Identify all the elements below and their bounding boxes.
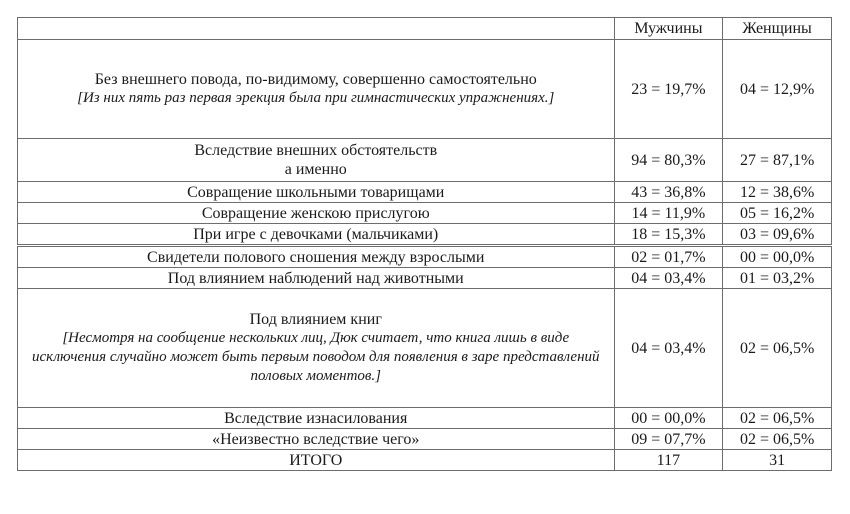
men-value: 23 = 19,7% xyxy=(614,40,723,139)
women-value: 27 = 87,1% xyxy=(723,139,832,182)
women-value: 02 = 06,5% xyxy=(723,429,832,450)
men-value: 18 = 15,3% xyxy=(614,224,723,246)
row-note: [Несмотря на сообщение нескольких лиц, Дюк считает, что книга лишь в виде исключения случайно может быть первым поводом для появления в заре представлений половых моментов.] xyxy=(31,330,600,384)
men-value: 00 = 00,0% xyxy=(614,408,723,429)
men-value: 14 = 11,9% xyxy=(614,203,723,224)
table-row xyxy=(18,203,832,224)
table-row xyxy=(18,408,832,429)
table-row xyxy=(18,289,832,408)
women-value: 02 = 06,5% xyxy=(723,289,832,408)
total-row xyxy=(18,450,832,471)
row-label: «Неизвестно вследствие чего» xyxy=(18,429,615,450)
row-label: Совращение женскою прислугою xyxy=(18,203,615,224)
table-row xyxy=(18,139,832,182)
table-row xyxy=(18,40,832,139)
women-value: 05 = 16,2% xyxy=(723,203,832,224)
row-label: Совращение школьными товарищами xyxy=(18,182,615,203)
table-row xyxy=(18,182,832,203)
row-label: Без внешнего повода, по-видимому, совершенно самостоятельно xyxy=(94,71,537,88)
table-row xyxy=(18,268,832,289)
row-label-cell xyxy=(18,289,615,408)
men-value: 04 = 03,4% xyxy=(614,289,723,408)
table-row xyxy=(18,246,832,268)
men-value: 09 = 07,7% xyxy=(614,429,723,450)
row-label-cell xyxy=(18,40,615,139)
row-label: Под влиянием наблюдений над животными xyxy=(18,268,615,289)
row-note: [Из них пять раз первая эрекция была при гимнастических упражнениях.] xyxy=(77,90,555,106)
total-women: 31 xyxy=(723,450,832,471)
row-label: При игре с девочками (мальчиками) xyxy=(18,224,615,246)
women-value: 04 = 12,9% xyxy=(723,40,832,139)
header-women: Женщины xyxy=(723,18,832,40)
men-value: 94 = 80,3% xyxy=(614,139,723,182)
table-row xyxy=(18,429,832,450)
men-value: 02 = 01,7% xyxy=(614,246,723,268)
women-value: 02 = 06,5% xyxy=(723,408,832,429)
row-label: Под влиянием книг xyxy=(249,311,382,328)
header-row xyxy=(18,18,832,40)
women-value: 01 = 03,2% xyxy=(723,268,832,289)
table-container xyxy=(17,17,832,471)
row-label: Свидетели полового сношения между взрослыми xyxy=(18,246,615,268)
statistics-table xyxy=(17,17,832,471)
men-value: 04 = 03,4% xyxy=(614,268,723,289)
women-value: 12 = 38,6% xyxy=(723,182,832,203)
table-row xyxy=(18,224,832,246)
row-label-cell xyxy=(18,139,615,182)
men-value: 43 = 36,8% xyxy=(614,182,723,203)
women-value: 03 = 09,6% xyxy=(723,224,832,246)
header-men: Мужчины xyxy=(614,18,723,40)
row-label: Вследствие внешних обстоятельств xyxy=(194,142,438,159)
header-label-cell xyxy=(18,18,615,40)
row-label: Вследствие изнасилования xyxy=(18,408,615,429)
women-value: 00 = 00,0% xyxy=(723,246,832,268)
row-label-continuation: а именно xyxy=(284,161,347,178)
total-men: 117 xyxy=(614,450,723,471)
total-label: ИТОГО xyxy=(18,450,615,471)
